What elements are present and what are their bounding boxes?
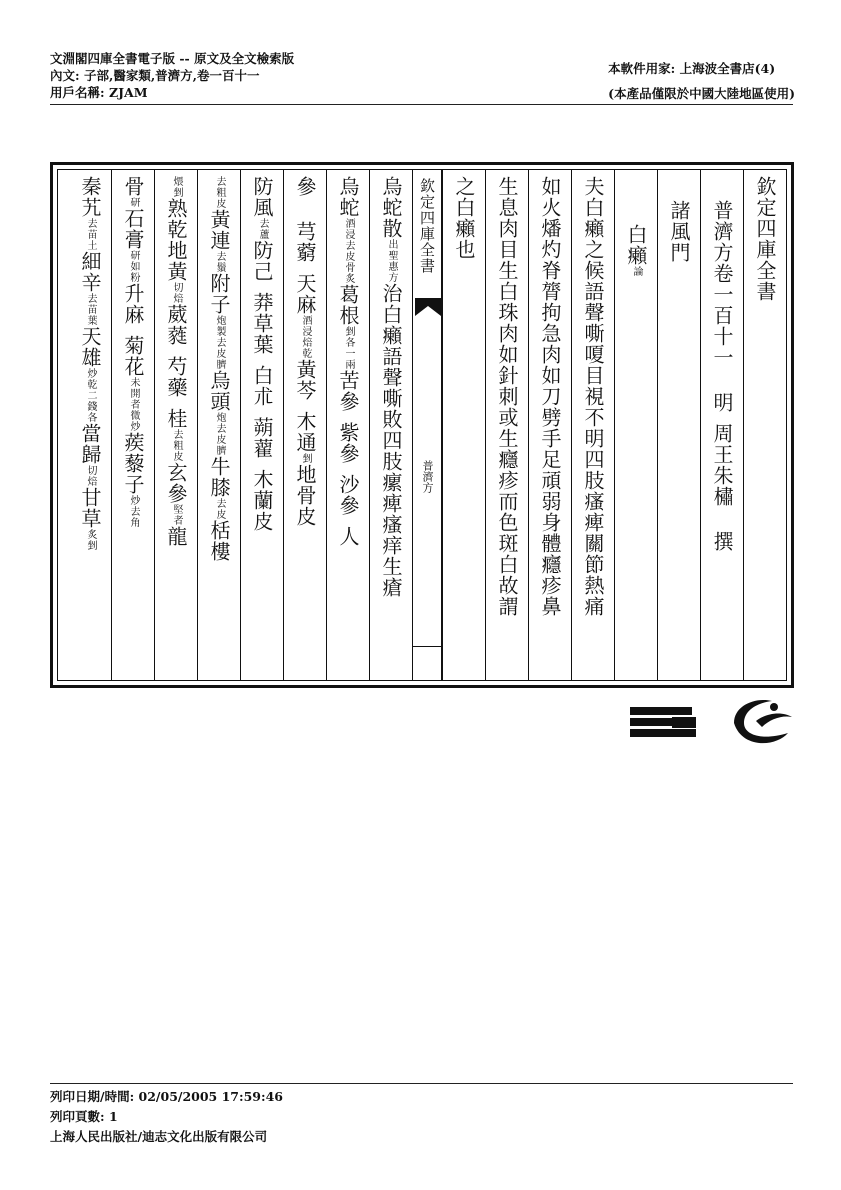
- ingredient-name: 天雄: [78, 326, 102, 368]
- ingredient-name: 葳蕤: [164, 304, 188, 346]
- column-section: [657, 170, 700, 680]
- column-ingredients-7: [56, 170, 111, 680]
- column-ingredients-4: [197, 170, 240, 680]
- license-region: (本產品僅限於中國大陸地區使用): [608, 86, 795, 101]
- ingredient-annotation: 剉各一兩: [343, 326, 354, 370]
- ingredient-name: 芍藥: [164, 356, 188, 398]
- ingredient-annotation: 各: [85, 412, 96, 423]
- ingredient-annotation: 去粗皮: [171, 429, 182, 462]
- ingredient-name: 烏蛇: [336, 176, 360, 218]
- ingredient-name: 紫參: [336, 422, 360, 464]
- publisher: 上海人民出版社/迪志文化出版有限公司: [50, 1129, 268, 1144]
- ingredient-name: 參: [293, 176, 317, 197]
- ingredient-name: 當歸: [78, 423, 102, 465]
- page-spine: [412, 170, 442, 680]
- column-book-title: 欽定四庫全書: [743, 170, 786, 680]
- ingredient-name: 木蘭皮: [250, 469, 274, 532]
- ingredient-name: 細辛: [78, 251, 102, 293]
- header-username: 用戶名稱: ZJAM: [50, 85, 148, 100]
- recipe-indication: 治白癩語聲嘶敗四肢瘰痺瘙痒生瘡: [379, 283, 403, 598]
- ingredient-annotation: 未開者微炒: [128, 377, 139, 432]
- ingredient-annotation: 去皮: [214, 498, 225, 520]
- ingredient-name: 莽草葉: [250, 292, 274, 355]
- ingredient-name: 天麻: [293, 273, 317, 315]
- license-user: 本軟件用家: 上海波全書店(4): [608, 61, 776, 76]
- spine-book-name: 普濟方: [421, 460, 434, 493]
- print-datetime: 列印日期/時間: 02/05/2005 17:59:46: [50, 1089, 284, 1104]
- spine-divider: [413, 646, 441, 647]
- header-content-path: 內文: 子部,醫家類,普濟方,卷一百十一: [50, 68, 260, 83]
- ingredient-name: 石膏: [121, 208, 145, 250]
- ingredient-annotation: 炒去角: [128, 495, 139, 528]
- ingredient-annotation: 去蘆: [257, 218, 268, 240]
- book-page: [50, 162, 794, 688]
- page-inner-border: [57, 169, 787, 681]
- ingredient-annotation: 剉: [300, 453, 311, 464]
- chapter-title: 普濟方卷一百十一: [710, 200, 734, 368]
- ingredient-annotation: 煨剉: [171, 176, 182, 198]
- ingredient-annotation: 去鬚: [214, 251, 225, 273]
- ingredient-name: 牛膝: [207, 456, 231, 498]
- ingredient-name: 烏頭: [207, 370, 231, 412]
- ingredient-annotation: 炮製去皮臍: [214, 315, 225, 370]
- ingredient-name: 蒺藜子: [121, 432, 145, 495]
- subsection-title: 白癩: [624, 224, 648, 266]
- ingredient-name: 防己: [250, 240, 274, 282]
- ingredient-name: 地骨皮: [293, 464, 317, 527]
- column-ingredients-3: [240, 170, 283, 680]
- ingredient-name: 玄參: [164, 462, 188, 504]
- ingredient-name: 龍: [164, 526, 188, 547]
- subsection-note: 論: [631, 266, 642, 277]
- footer-rule: [50, 1083, 793, 1084]
- ingredient-annotation: 研: [128, 197, 139, 208]
- recipe-source: 出聖惠方: [386, 239, 397, 283]
- column-subsection: [614, 170, 657, 680]
- ingredient-annotation: 研如粉: [128, 250, 139, 283]
- author: 周王朱橚: [710, 423, 734, 507]
- spine-book-title: 欽定四庫全書: [418, 178, 436, 274]
- print-pages: 列印頁數: 1: [50, 1109, 118, 1124]
- header-rule: [50, 104, 793, 105]
- ingredient-name: 白朮: [250, 365, 274, 407]
- section-title: 諸風門: [667, 200, 691, 263]
- ingredient-name: 沙參: [336, 474, 360, 516]
- publisher-logo-icon: [626, 703, 698, 743]
- ingredient-name: 防風: [250, 176, 274, 218]
- ingredient-name: 甘草: [78, 487, 102, 529]
- ingredient-name: 蒴藋: [250, 417, 274, 459]
- column-chapter-heading: [700, 170, 743, 680]
- ingredient-annotation: 去苗土: [85, 218, 96, 251]
- ingredient-name: 骨: [121, 176, 145, 197]
- ingredient-annotation: 切焙: [171, 282, 182, 304]
- ingredient-name: 木通: [293, 411, 317, 453]
- header-title: 文淵閣四庫全書電子版 -- 原文及全文檢索版: [50, 51, 295, 66]
- footer-info: [50, 1087, 283, 1147]
- ingredient-name: 苦參: [336, 370, 360, 412]
- header-license: [608, 56, 795, 106]
- column-ingredients-1: [326, 170, 369, 680]
- column-text-3: 生息肉目生白珠肉如針刺或生癮疹而色斑白故謂: [485, 170, 528, 680]
- ingredient-name: 桂: [164, 408, 188, 429]
- ingredient-annotation: 去粗皮: [214, 176, 225, 209]
- ingredient-name: 秦艽: [78, 176, 102, 218]
- ingredient-annotation: 切焙: [85, 465, 96, 487]
- ingredient-annotation: 炒乾二錢: [85, 368, 96, 412]
- column-text-4: 之白癩也: [442, 170, 485, 680]
- column-ingredients-6: [111, 170, 154, 680]
- ingredient-name: 熟乾地黃: [164, 198, 188, 282]
- ingredient-annotation: 酒浸去皮骨炙: [343, 218, 354, 284]
- compiled-by: 撰: [710, 531, 734, 552]
- dynasty: 明: [710, 392, 734, 413]
- ingredient-annotation: 酒浸焙乾: [300, 315, 311, 359]
- ingredient-annotation: 堅者: [171, 504, 182, 526]
- fish-tail-mark-icon: [415, 298, 441, 318]
- column-ingredients-5: [154, 170, 197, 680]
- ingredient-name: 菊花: [121, 335, 145, 377]
- dizhi-logo-icon: [726, 693, 798, 751]
- ingredient-name: 附子: [207, 273, 231, 315]
- ingredient-name: 人: [336, 526, 360, 547]
- ingredient-name: 升麻: [121, 283, 145, 325]
- ingredient-annotation: 炙剉: [85, 529, 96, 551]
- ingredient-annotation: 炮去皮臍: [214, 412, 225, 456]
- column-text-2: 如火燔灼脊膂拘急肉如刀劈手足頑弱身體癮疹鼻: [528, 170, 571, 680]
- ingredient-name: 葛根: [336, 284, 360, 326]
- header-info: [50, 50, 294, 101]
- ingredient-name: 黃芩: [293, 359, 317, 401]
- ingredient-name: 芎藭: [293, 221, 317, 263]
- recipe-name: 烏蛇散: [379, 176, 403, 239]
- ingredient-name: 黃連: [207, 209, 231, 251]
- column-recipe-title: [369, 170, 412, 680]
- column-ingredients-2: [283, 170, 326, 680]
- column-text-1: 夫白癩之候語聲嘶嗄目視不明四肢瘙痺關節熱痛: [571, 170, 614, 680]
- ingredient-annotation: 去苗葉: [85, 293, 96, 326]
- ingredient-name: 栝樓: [207, 520, 231, 562]
